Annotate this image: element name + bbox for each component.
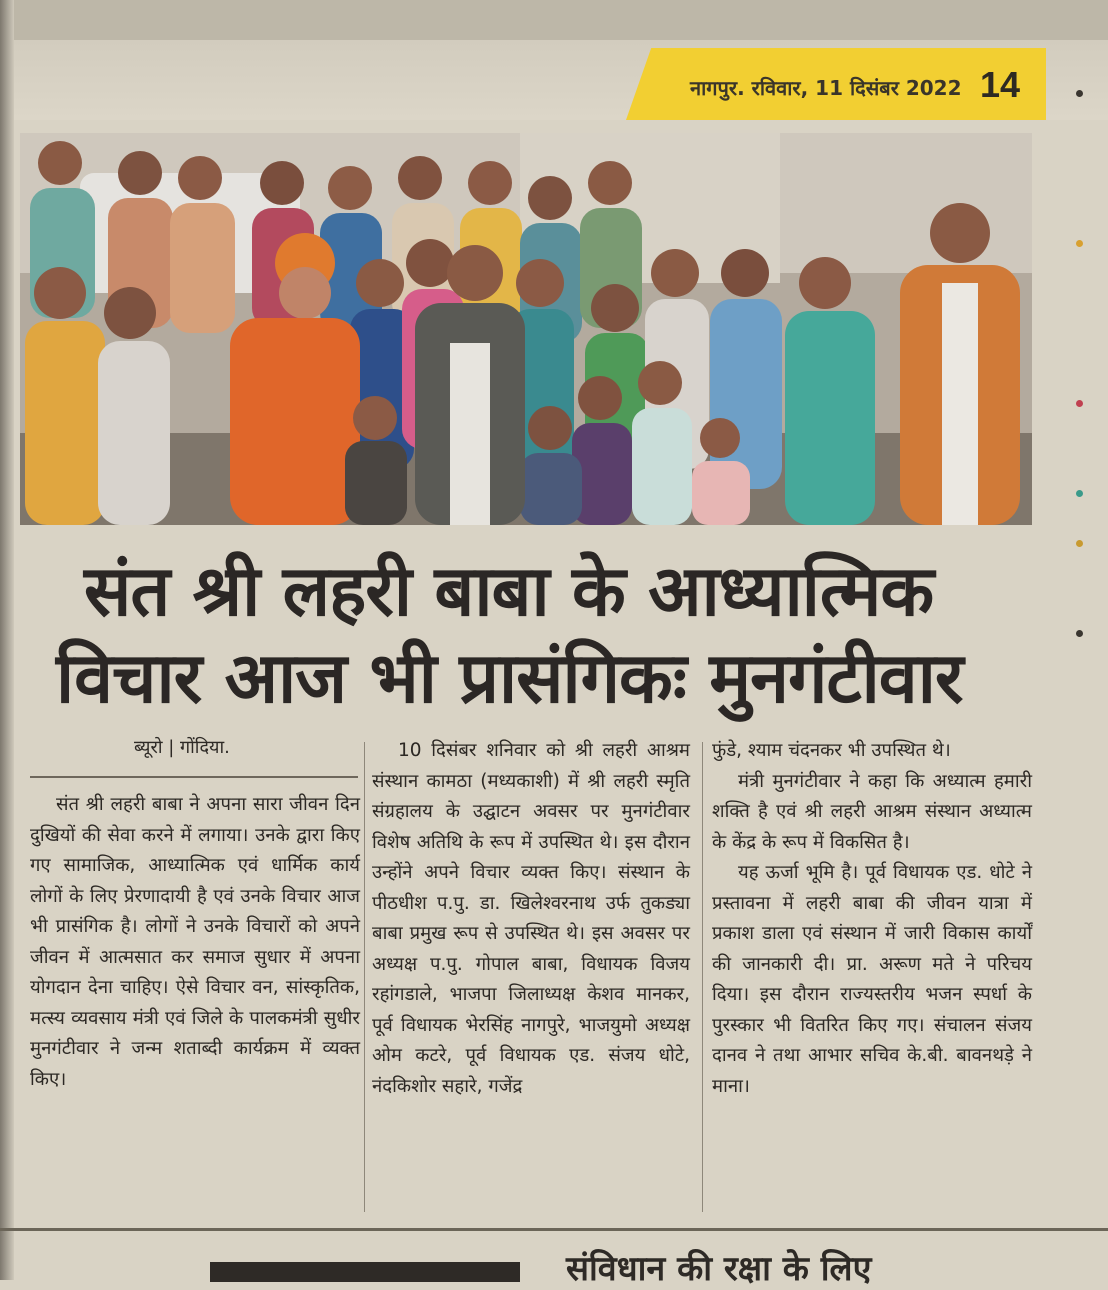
next-article-headline: संविधान की रक्षा के लिए (566, 1249, 872, 1289)
article-column-2 (372, 736, 690, 1102)
article-paragraph: फुंडे, श्याम चंदनकर भी उपस्थित थे। (712, 740, 951, 761)
dateline: नागपुर. रविवार, 11 दिसंबर 2022 (690, 76, 962, 100)
headline-line-2: विचार आज भी प्रासंगिकः मुनगंटीवार (56, 637, 963, 719)
registration-dot (1076, 490, 1083, 497)
article-paragraph: यह ऊर्जा भूमि है। पूर्व विधायक एड. धोटे ने प्रस्तावना में लहरी बाबा की जीवन यात्रा में प्रकाश डाला एवं संस्थान में जारी विकास कार्यों की जानकारी दी। प्रा. अरूण मते ने परिचय दिया। इस दौरान राज्यस्तरीय भजन स्पर्धा के पुरस्कार भी वितरित किए गए। संचालन संजय दानव ने तथा आभार सचिव के.बी. बावनथड़े ने माना। (712, 862, 1032, 1097)
page-number: 14 (980, 64, 1021, 105)
page-fold-shadow (0, 0, 14, 1280)
registration-dot (1076, 540, 1083, 547)
bottom-rule (0, 1228, 1108, 1231)
byline-rule (30, 776, 358, 778)
column-divider (364, 742, 365, 1212)
article-paragraph: संत श्री लहरी बाबा ने अपना सारा जीवन दिन दुखियों की सेवा करने में लगाया। उनके द्वारा किए गए सामाजिक, आध्यात्मिक एवं धार्मिक कार्य लोगों के लिए प्रेरणादायी है एवं उनके विचार आज भी प्रासंगिक है। लोगों ने उनके विचारों को अपने जीवन में आत्मसात कर समाज सुधार में अपना योगदान देना चाहिए। ऐसे विचार वन, सांस्कृतिक, मत्स्य व्यवसाय मंत्री एवं जिले के पालकमंत्री सुधीर मुनगंटीवार ने जन्म शताब्दी कार्यक्रम में व्यक्त किए। (30, 794, 360, 1090)
article-paragraph: मंत्री मुनगंटीवार ने कहा कि अध्यात्म हमारी शक्ति है एवं श्री लहरी आश्रम संस्थान अध्यात्म के केंद्र के रूप में विकसित है। (712, 770, 1032, 853)
registration-dot (1076, 630, 1083, 637)
article-column-1 (30, 790, 360, 1095)
registration-dot (1076, 90, 1083, 97)
next-article-cut-headline (20, 1252, 520, 1282)
registration-dot (1076, 240, 1083, 247)
article-paragraph: 10 दिसंबर शनिवार को श्री लहरी आश्रम संस्थान कामठा (मध्यकाशी) में श्री लहरी स्मृति संग्रहालय के उद्घाटन अवसर पर मुनगंटीवार विशेष अतिथि के रूप में उपस्थित थे। इस दौरान उन्होंने अपने विचार व्यक्त किए। संस्थान के पीठधीश प.पु. डा. खिलेश्वरनाथ उर्फ तुकड्या बाबा प्रमुख रूप से उपस्थित थे। इस अवसर पर अध्यक्ष प.पु. गोपाल बाबा, विधायक विजय रहांगडाले, भाजपा जिलाध्यक्ष केशव मानकर, पूर्व विधायक भेरसिंह नागपुरे, भाजयुमो अध्यक्ष ओम कटरे, पूर्व विधायक एड. संजय धोटे, नंदकिशोर सहारे, गजेंद्र (372, 740, 690, 1097)
headline-line-1: संत श्री लहरी बाबा के आध्यात्मिक (84, 550, 934, 632)
column-divider (702, 742, 703, 1212)
article-column-3 (712, 736, 1032, 1102)
byline: ब्यूरो | गोंदिया. (134, 737, 230, 758)
news-photo (20, 133, 1032, 525)
registration-dot (1076, 400, 1083, 407)
page-top-edge (0, 0, 1108, 40)
